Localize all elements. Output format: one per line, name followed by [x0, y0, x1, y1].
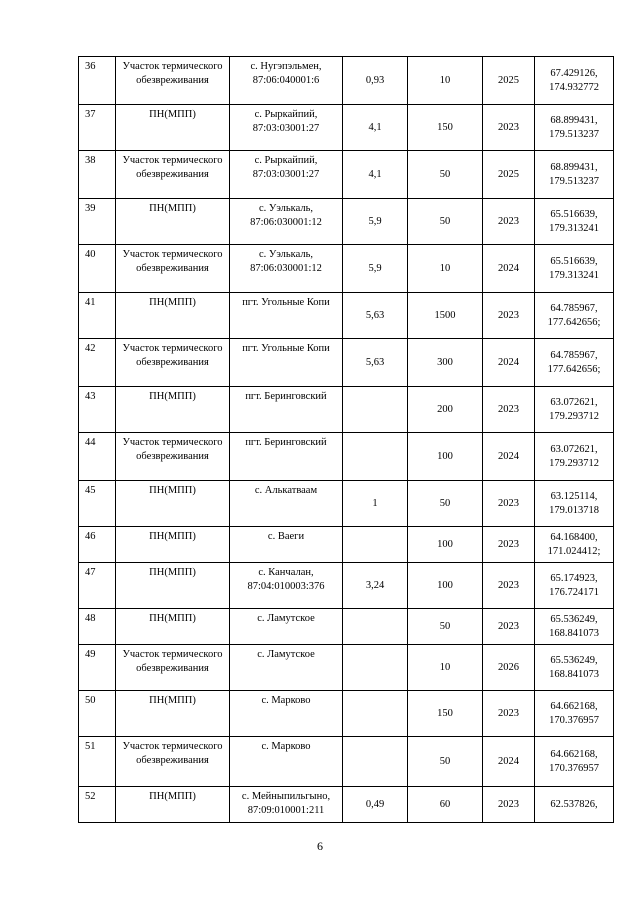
year-value-cell: 2024 — [483, 245, 535, 293]
area-value-cell: 5,63 — [343, 293, 408, 339]
capacity-value-cell: 1500 — [408, 293, 483, 339]
coordinates-cell: 63.072621, 179.293712 — [535, 387, 614, 433]
facility-type-cell: Участок термического обезвреживания — [116, 57, 230, 105]
facility-type-cell: Участок термического обезвреживания — [116, 245, 230, 293]
capacity-value-cell: 200 — [408, 387, 483, 433]
area-value-cell — [343, 387, 408, 433]
facility-type-cell: ПН(МПП) — [116, 609, 230, 645]
capacity-value-cell: 50 — [408, 737, 483, 787]
coordinates-cell: 64.785967, 177.642656; — [535, 339, 614, 387]
location-cell: с. Рыркайпий, 87:03:03001:27 — [230, 151, 343, 199]
capacity-value-cell: 150 — [408, 691, 483, 737]
location-cell: с. Марково — [230, 691, 343, 737]
location-cell: пгт. Беринговский — [230, 387, 343, 433]
coordinates-cell: 65.516639, 179.313241 — [535, 245, 614, 293]
table-row — [79, 387, 614, 433]
year-value-cell: 2025 — [483, 57, 535, 105]
facility-type-cell: ПН(МПП) — [116, 691, 230, 737]
area-value-cell: 1 — [343, 481, 408, 527]
table-row — [79, 787, 614, 823]
capacity-value-cell: 50 — [408, 151, 483, 199]
table-row — [79, 199, 614, 245]
row-number-cell: 39 — [79, 199, 116, 245]
table-row — [79, 609, 614, 645]
area-value-cell: 4,1 — [343, 105, 408, 151]
location-cell: с. Ламутское — [230, 645, 343, 691]
capacity-value-cell: 100 — [408, 433, 483, 481]
area-value-cell — [343, 645, 408, 691]
location-cell: пгт. Угольные Копи — [230, 339, 343, 387]
facility-type-cell: ПН(МПП) — [116, 387, 230, 433]
capacity-value-cell: 50 — [408, 199, 483, 245]
row-number-cell: 47 — [79, 563, 116, 609]
coordinates-cell: 64.785967, 177.642656; — [535, 293, 614, 339]
coordinates-cell: 64.662168, 170.376957 — [535, 691, 614, 737]
table-row — [79, 691, 614, 737]
location-cell: с. Мейныпильгыно, 87:09:010001:211 — [230, 787, 343, 823]
location-cell: с. Ламутское — [230, 609, 343, 645]
coordinates-cell: 63.072621, 179.293712 — [535, 433, 614, 481]
location-cell: с. Канчалан, 87:04:010003:376 — [230, 563, 343, 609]
location-cell: пгт. Угольные Копи — [230, 293, 343, 339]
row-number-cell: 45 — [79, 481, 116, 527]
capacity-value-cell: 60 — [408, 787, 483, 823]
table-body — [79, 57, 614, 823]
area-value-cell — [343, 737, 408, 787]
area-value-cell: 0,49 — [343, 787, 408, 823]
coordinates-cell: 63.125114, 179.013718 — [535, 481, 614, 527]
capacity-value-cell: 10 — [408, 245, 483, 293]
year-value-cell: 2023 — [483, 199, 535, 245]
row-number-cell: 50 — [79, 691, 116, 737]
year-value-cell: 2023 — [483, 105, 535, 151]
location-cell: с. Ваеги — [230, 527, 343, 563]
facility-type-cell: ПН(МПП) — [116, 105, 230, 151]
year-value-cell: 2024 — [483, 737, 535, 787]
area-value-cell — [343, 609, 408, 645]
location-cell: с. Уэлькаль, 87:06:030001:12 — [230, 199, 343, 245]
area-value-cell: 5,9 — [343, 245, 408, 293]
year-value-cell: 2024 — [483, 339, 535, 387]
facility-type-cell: Участок термического обезвреживания — [116, 645, 230, 691]
row-number-cell: 36 — [79, 57, 116, 105]
area-value-cell: 5,9 — [343, 199, 408, 245]
table-row — [79, 151, 614, 199]
table-row — [79, 105, 614, 151]
area-value-cell — [343, 433, 408, 481]
row-number-cell: 37 — [79, 105, 116, 151]
row-number-cell: 51 — [79, 737, 116, 787]
year-value-cell: 2023 — [483, 787, 535, 823]
area-value-cell: 3,24 — [343, 563, 408, 609]
year-value-cell: 2023 — [483, 563, 535, 609]
row-number-cell: 38 — [79, 151, 116, 199]
table-row — [79, 645, 614, 691]
facility-type-cell: Участок термического обезвреживания — [116, 737, 230, 787]
year-value-cell: 2023 — [483, 387, 535, 433]
area-value-cell — [343, 527, 408, 563]
capacity-value-cell: 10 — [408, 57, 483, 105]
table-row — [79, 245, 614, 293]
location-cell: с. Марково — [230, 737, 343, 787]
table-row — [79, 481, 614, 527]
row-number-cell: 48 — [79, 609, 116, 645]
row-number-cell: 44 — [79, 433, 116, 481]
year-value-cell: 2023 — [483, 609, 535, 645]
facility-type-cell: Участок термического обезвреживания — [116, 151, 230, 199]
coordinates-cell: 67.429126, 174.932772 — [535, 57, 614, 105]
year-value-cell: 2023 — [483, 293, 535, 339]
facility-type-cell: ПН(МПП) — [116, 787, 230, 823]
year-value-cell: 2024 — [483, 433, 535, 481]
table-row — [79, 433, 614, 481]
table-row — [79, 57, 614, 105]
page-number: 6 — [317, 839, 323, 853]
year-value-cell: 2023 — [483, 691, 535, 737]
row-number-cell: 46 — [79, 527, 116, 563]
facility-type-cell: ПН(МПП) — [116, 527, 230, 563]
area-value-cell: 0,93 — [343, 57, 408, 105]
table-row — [79, 737, 614, 787]
table-row — [79, 563, 614, 609]
facility-type-cell: ПН(МПП) — [116, 481, 230, 527]
area-value-cell — [343, 691, 408, 737]
row-number-cell: 43 — [79, 387, 116, 433]
coordinates-cell: 65.536249, 168.841073 — [535, 609, 614, 645]
capacity-value-cell: 150 — [408, 105, 483, 151]
capacity-value-cell: 100 — [408, 563, 483, 609]
capacity-value-cell: 10 — [408, 645, 483, 691]
row-number-cell: 41 — [79, 293, 116, 339]
coordinates-cell: 62.537826, — [535, 787, 614, 823]
row-number-cell: 49 — [79, 645, 116, 691]
table-row — [79, 293, 614, 339]
location-cell: с. Алькатваам — [230, 481, 343, 527]
location-cell: пгт. Беринговский — [230, 433, 343, 481]
area-value-cell: 4,1 — [343, 151, 408, 199]
capacity-value-cell: 50 — [408, 609, 483, 645]
coordinates-cell: 64.168400, 171.024412; — [535, 527, 614, 563]
location-cell: с. Нугэпэльмен, 87:06:040001:6 — [230, 57, 343, 105]
capacity-value-cell: 50 — [408, 481, 483, 527]
row-number-cell: 52 — [79, 787, 116, 823]
coordinates-cell: 65.174923, 176.724171 — [535, 563, 614, 609]
facilities-table — [78, 56, 614, 823]
coordinates-cell: 65.536249, 168.841073 — [535, 645, 614, 691]
table-row — [79, 527, 614, 563]
location-cell: с. Рыркайпий, 87:03:03001:27 — [230, 105, 343, 151]
coordinates-cell: 65.516639, 179.313241 — [535, 199, 614, 245]
facility-type-cell: ПН(МПП) — [116, 293, 230, 339]
facility-type-cell: ПН(МПП) — [116, 563, 230, 609]
capacity-value-cell: 100 — [408, 527, 483, 563]
location-cell: с. Уэлькаль, 87:06:030001:12 — [230, 245, 343, 293]
facility-type-cell: Участок термического обезвреживания — [116, 433, 230, 481]
facility-type-cell: ПН(МПП) — [116, 199, 230, 245]
row-number-cell: 40 — [79, 245, 116, 293]
coordinates-cell: 64.662168, 170.376957 — [535, 737, 614, 787]
year-value-cell: 2025 — [483, 151, 535, 199]
facility-type-cell: Участок термического обезвреживания — [116, 339, 230, 387]
row-number-cell: 42 — [79, 339, 116, 387]
year-value-cell: 2023 — [483, 481, 535, 527]
year-value-cell: 2026 — [483, 645, 535, 691]
table-row — [79, 339, 614, 387]
coordinates-cell: 68.899431, 179.513237 — [535, 105, 614, 151]
year-value-cell: 2023 — [483, 527, 535, 563]
area-value-cell: 5,63 — [343, 339, 408, 387]
coordinates-cell: 68.899431, 179.513237 — [535, 151, 614, 199]
capacity-value-cell: 300 — [408, 339, 483, 387]
